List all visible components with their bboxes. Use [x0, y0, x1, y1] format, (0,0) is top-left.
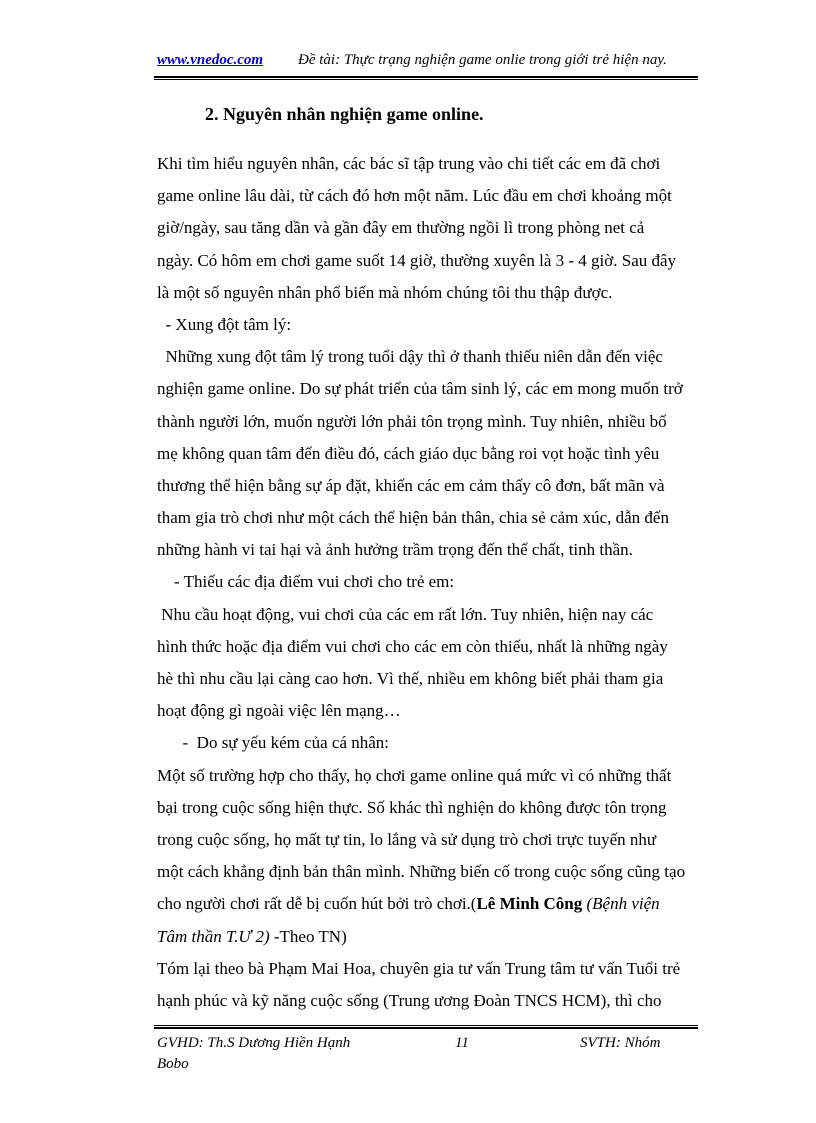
- citation-author: Lê Minh Công: [476, 894, 583, 914]
- text-line: Tóm lại theo bà Phạm Mai Hoa, chuyên gia tư vấn Trung tâm tư vấn Tuổi trẻ: [157, 958, 681, 978]
- text-line: một cách khẳng định bản thân mình. Những biến cố trong cuộc sống cũng tạo: [157, 862, 686, 882]
- text-line: hình thức hoặc địa điểm vui chơi cho các em còn thiếu, nhất là những ngày: [157, 636, 668, 656]
- footer-students: SVTH: Nhóm: [580, 1035, 661, 1051]
- text-line: mẹ không quan tâm đến điều đó, cách giáo dục bằng roi vọt hoặc tình yêu: [157, 443, 660, 463]
- subheading-line: - Xung đột tâm lý:: [157, 314, 292, 334]
- text-line: là một số nguyên nhân phổ biến mà nhóm chúng tôi thu thập được.: [157, 282, 613, 302]
- citation-line: [157, 888, 697, 920]
- text-line: Khi tìm hiểu nguyên nhân, các bác sĩ tập trung vào chi tiết các em đã chơi: [157, 154, 661, 173]
- text-line: Một số trường hợp cho thấy, họ chơi game online quá mức vì có những thất: [157, 765, 672, 785]
- citation-suffix: -Theo TN): [269, 926, 347, 946]
- text-line: giờ/ngày, sau tăng dần và gần đây em thường ngồi lì trong phòng net cả: [157, 218, 645, 238]
- text-line: hè thì nhu cầu lại càng cao hơn. Vì thế, nhiều em không biết phải tham gia: [157, 669, 664, 688]
- document-topic: Đề tài: Thực trạng nghiện game onlie trong giới trẻ hiện nay.: [298, 52, 667, 68]
- text-line: thương thể hiện bằng sự áp đặt, khiến các em cảm thấy cô đơn, bất mãn và: [157, 475, 665, 495]
- footer-instructor: [157, 1033, 350, 1075]
- citation-source: Tâm thần T.Ư 2): [157, 926, 270, 946]
- citation-text: cho người chơi rất dễ bị cuốn hút bởi trò chơi.(: [157, 894, 477, 914]
- header-rule: [154, 76, 698, 80]
- citation-source: (Bệnh viện: [582, 894, 660, 914]
- instructor-name: GVHD: Th.S Dương Hiền Hạnh: [157, 1035, 351, 1051]
- section-heading: 2. Nguyên nhân nghiện game online.: [205, 104, 484, 124]
- page-header: [157, 52, 697, 74]
- text-line: Nhu cầu hoạt động, vui chơi của các em rất lớn. Tuy nhiên, hiện nay các: [157, 604, 654, 624]
- text-line: tham gia trò chơi như một cách thể hiện bản thân, chia sẻ cảm xúc, dẫn đến: [157, 508, 669, 528]
- document-body: [157, 148, 697, 1017]
- text-line: game online lâu dài, từ cách đó hơn một năm. Lúc đầu em chơi khoảng một: [157, 186, 672, 206]
- text-line: nghiện game online. Do sự phát triển của tâm sinh lý, các em mong muốn trở: [157, 379, 683, 399]
- subheading-line: - Do sự yếu kém của cá nhân:: [157, 733, 390, 753]
- site-link[interactable]: www.vnedoc.com: [157, 52, 264, 68]
- footer-rule: [154, 1025, 698, 1029]
- citation-line: [157, 921, 697, 953]
- text-line: hoạt động gì ngoài việc lên mạng…: [157, 701, 401, 721]
- page-number: 11: [455, 1035, 469, 1051]
- text-line: Những xung đột tâm lý trong tuổi dậy thì ở thanh thiếu niên dẫn đến việc: [157, 347, 663, 367]
- text-line: ngày. Có hôm em chơi game suốt 14 giờ, thường xuyên là 3 - 4 giờ. Sau đây: [157, 250, 677, 270]
- text-line: hạnh phúc và kỹ năng cuộc sống (Trung ương Đoàn TNCS HCM), thì cho: [157, 990, 662, 1010]
- subheading-line: - Thiếu các địa điểm vui chơi cho trẻ em:: [157, 572, 455, 592]
- text-line: những hành vi tai hại và ảnh hưởng trầm trọng đến thể chất, tinh thần.: [157, 540, 633, 560]
- text-line: trong cuộc sống, họ mất tự tin, lo lắng và sử dụng trò chơi trực tuyến như: [157, 829, 657, 849]
- text-line: bại trong cuộc sống hiện thực. Số khác thì nghiện do không được tôn trọng: [157, 797, 667, 817]
- text-line: thành người lớn, muốn người lớn phải tôn trọng mình. Tuy nhiên, nhiều bố: [157, 411, 667, 431]
- instructor-name-continued: Bobo: [157, 1056, 189, 1072]
